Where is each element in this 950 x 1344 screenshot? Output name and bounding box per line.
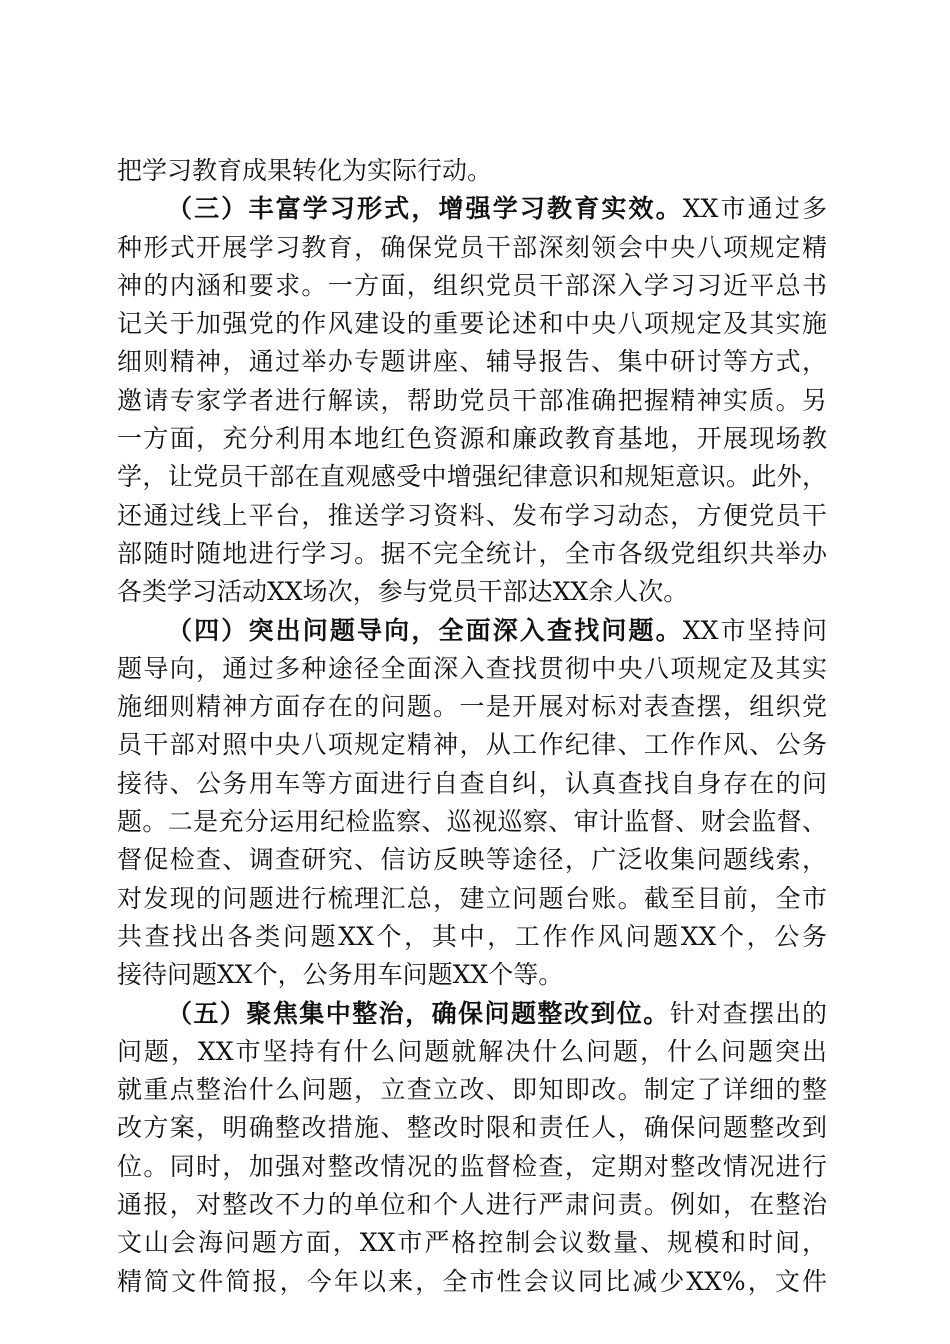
section-4-line: 督促检查、调查研究、信访反映等途径，广泛收集问题线索， [117, 845, 827, 875]
section-4-line: 施细则精神方面存在的问题。一是开展对标对表查摆，组织党 [117, 692, 827, 722]
section-3-first-line [117, 190, 827, 228]
section-3-line: 部随时随地进行学习。据不完全统计，全市各级党组织共举办 [117, 538, 827, 568]
section-3-line: 种形式开展学习教育，确保党员干部深刻领会中央八项规定精 [117, 232, 827, 262]
section-3-first-line-rest: XX市通过多 [682, 194, 827, 224]
section-4-line: 题导向，通过多种途径全面深入查找贯彻中央八项规定及其实 [117, 653, 827, 683]
section-5-heading: （五）聚焦集中整治，确保问题整改到位。 [167, 998, 670, 1028]
section-3-line: 细则精神，通过举办专题讲座、辅导报告、集中研讨等方式， [117, 347, 827, 377]
section-5-line: 通报，对整改不力的单位和个人进行严肃问责。例如，在整治 [117, 1190, 827, 1220]
section-5-line: 文山会海问题方面，XX市严格控制会议数量、规模和时间， [117, 1228, 827, 1258]
section-5-line: 改方案，明确整改措施、整改时限和责任人，确保问题整改到 [117, 1113, 827, 1143]
section-4-heading: （四）突出问题导向，全面深入查找问题。 [167, 615, 683, 645]
document-body [117, 152, 827, 1301]
document-page [117, 0, 827, 1344]
section-3-line: 还通过线上平台，推送学习资料、发布学习动态，方便党员干 [117, 500, 827, 530]
section-4-first-line [117, 612, 827, 650]
section-3-line: 神的内涵和要求。一方面，组织党员干部深入学习习近平总书 [117, 270, 827, 300]
carryover-line: 把学习教育成果转化为实际行动。 [117, 156, 493, 185]
section-4-line: 员干部对照中央八项规定精神，从工作纪律、工作作风、公务 [117, 730, 827, 760]
section-4-line: 题。二是充分运用纪检监察、巡视巡察、审计监督、财会监督、 [117, 807, 827, 837]
section-4-line: 接待、公务用车等方面进行自查自纠，认真查找自身存在的问 [117, 768, 827, 798]
section-3-line: 记关于加强党的作风建设的重要论述和中央八项规定及其实施 [117, 309, 827, 339]
section-3-line: 学，让党员干部在直观感受中增强纪律意识和规矩意识。此外， [117, 462, 827, 492]
section-5-line: 问题，XX市坚持有什么问题就解决什么问题，什么问题突出 [117, 1036, 827, 1066]
section-3-line: 各类学习活动XX场次，参与党员干部达XX余人次。 [117, 577, 689, 607]
section-5-first-line-rest: 针对查摆出的 [669, 998, 827, 1028]
section-3-heading: （三）丰富学习形式，增强学习教育实效。 [167, 194, 683, 224]
section-3-line: 一方面，充分利用本地红色资源和廉政教育基地，开展现场教 [117, 424, 827, 454]
section-5-line: 精简文件简报，今年以来，全市性会议同比减少XX%，文件 [117, 1266, 827, 1296]
section-5-line: 就重点整治什么问题，立查立改、即知即改。制定了详细的整 [117, 1075, 827, 1105]
section-5-first-line [117, 995, 827, 1033]
section-4-first-line-rest: XX市坚持问 [682, 615, 827, 645]
section-4-line: 接待问题XX个，公务用车问题XX个等。 [117, 960, 564, 990]
section-4-line: 对发现的问题进行梳理汇总，建立问题台账。截至目前，全市 [117, 883, 827, 913]
section-3-line: 邀请专家学者进行解读，帮助党员干部准确把握精神实质。另 [117, 385, 827, 415]
section-5-line: 位。同时，加强对整改情况的监督检查，定期对整改情况进行 [117, 1151, 827, 1181]
section-4-line: 共查找出各类问题XX个，其中，工作作风问题XX个，公务 [117, 921, 827, 951]
